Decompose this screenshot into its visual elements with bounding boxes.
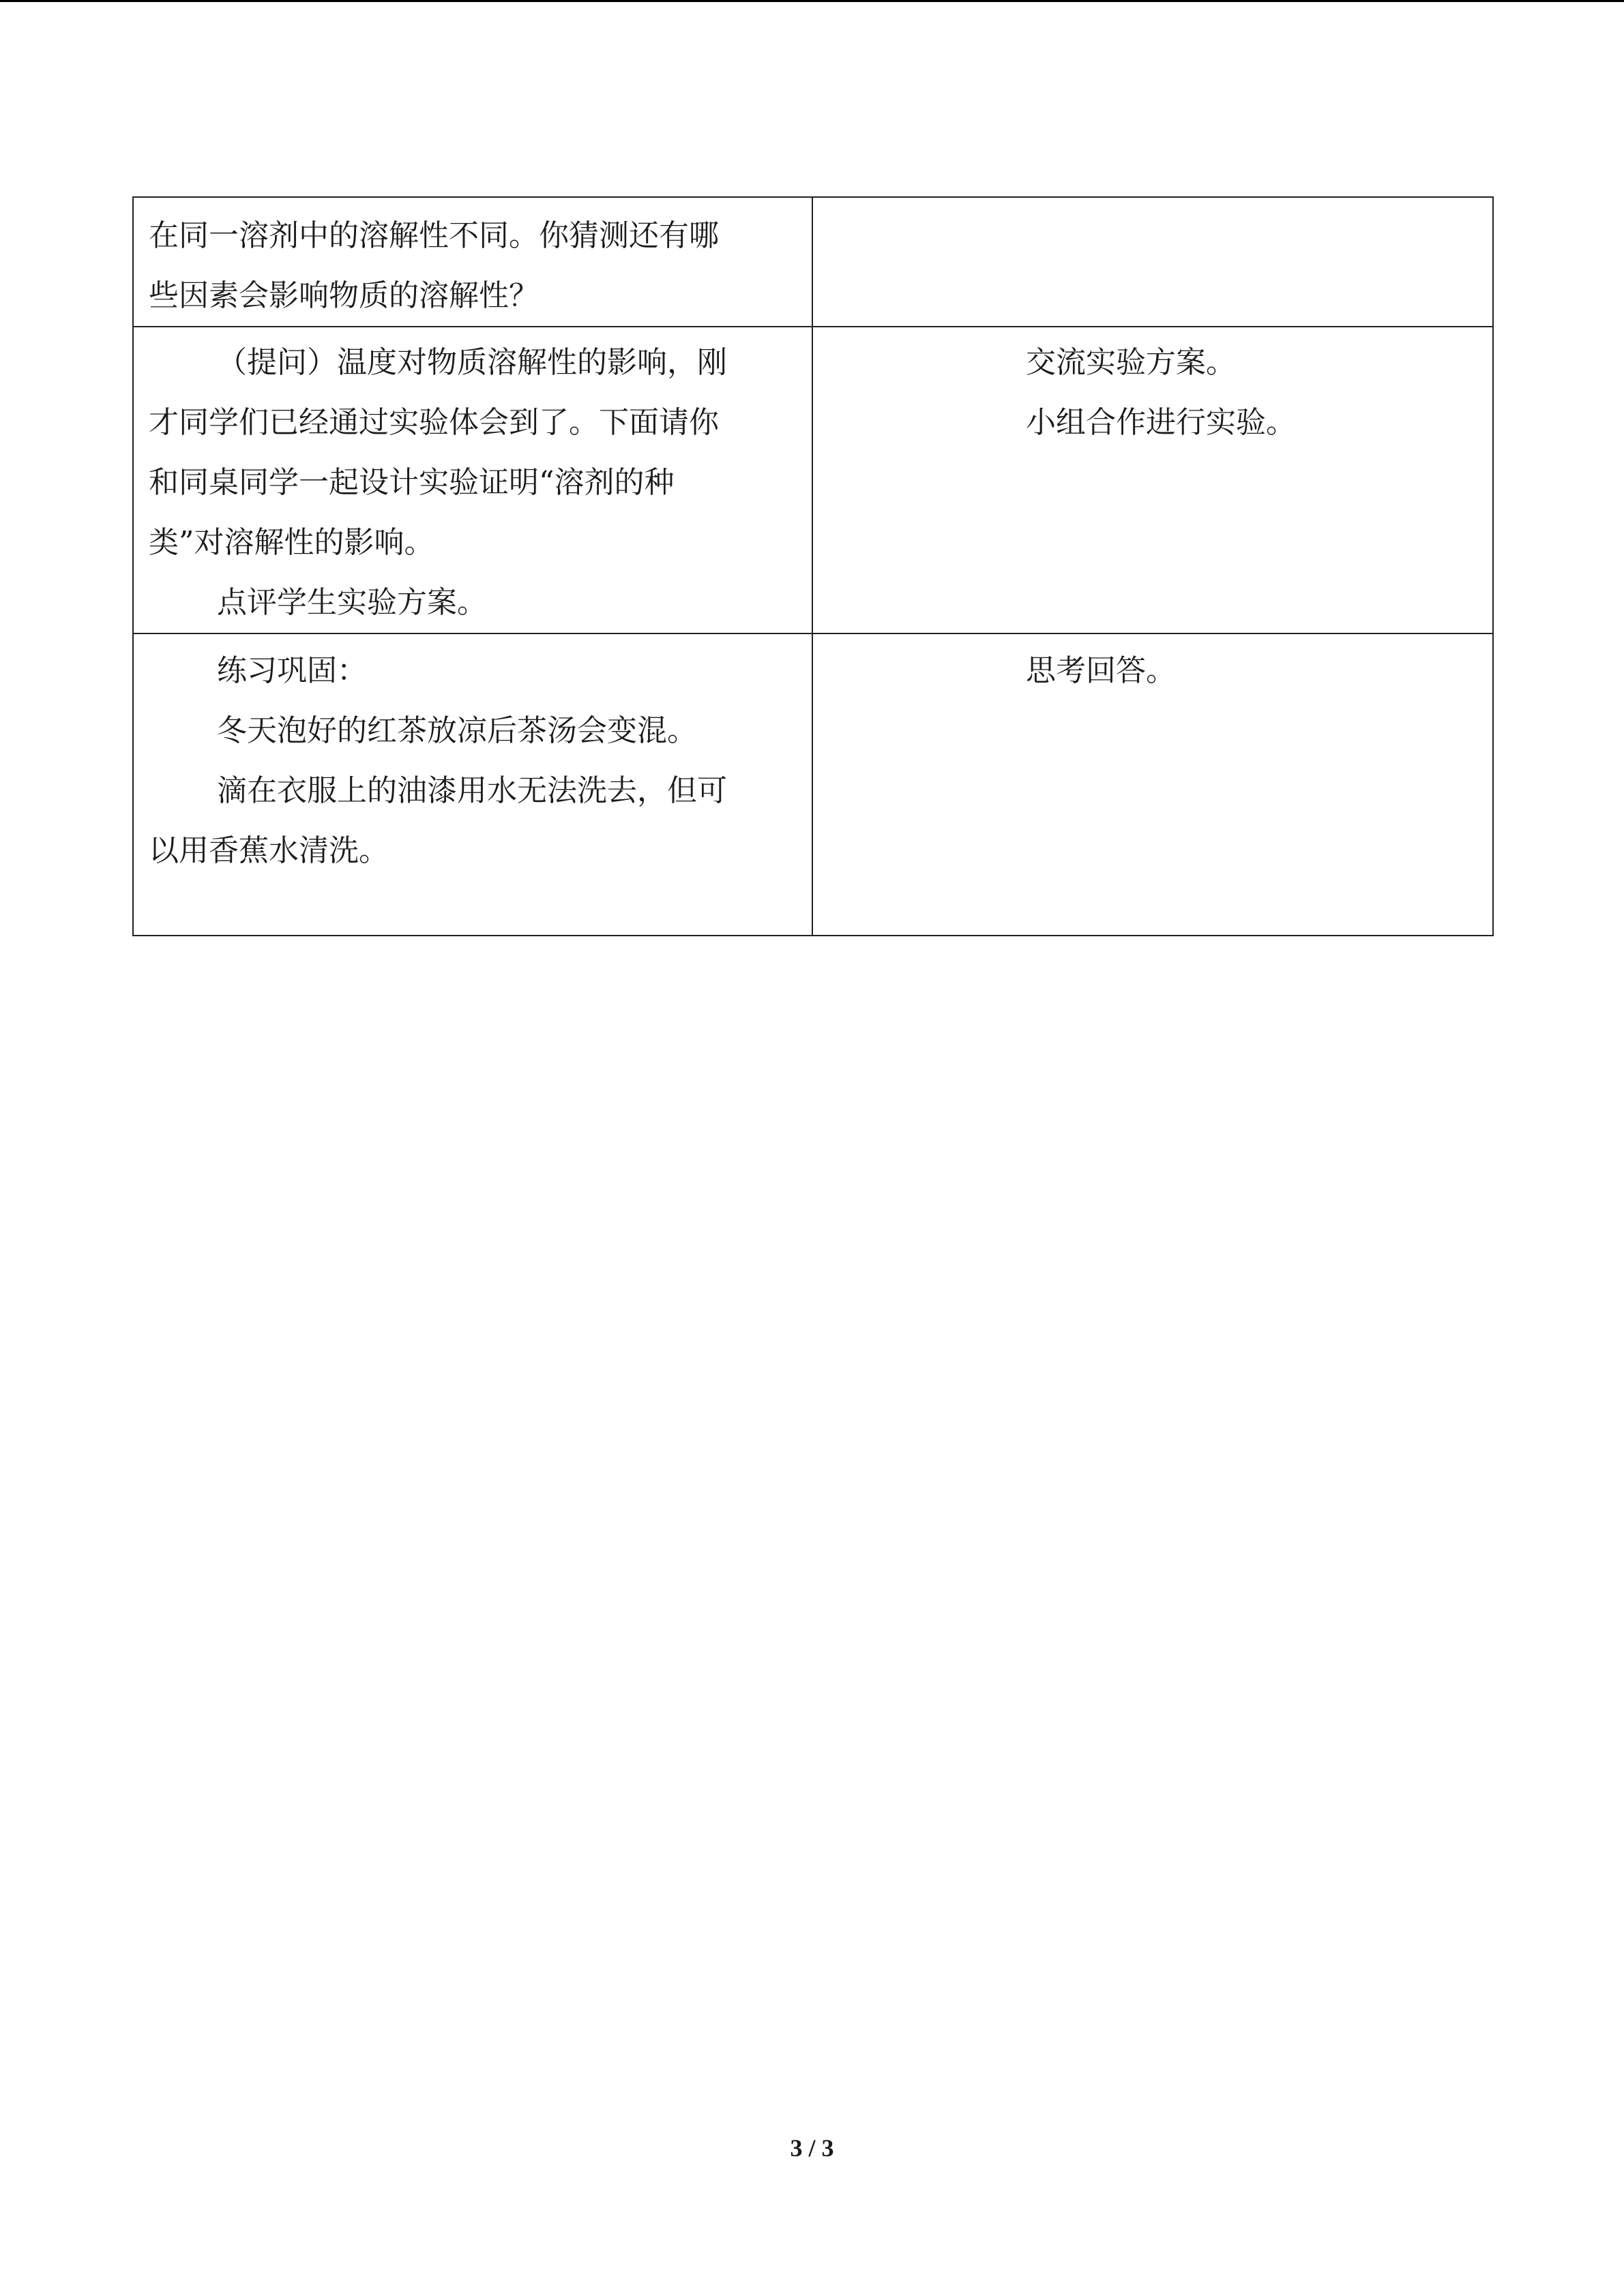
cell-text-line: 些因素会影响物质的溶解性？ [149, 278, 539, 313]
cell-text-line: 才同学们已经通过实验体会到了。下面请你 [149, 405, 719, 440]
teacher-activity-cell [133, 633, 812, 936]
cell-text-line: 和同桌同学一起设计实验证明“溶剂的种 [149, 465, 675, 500]
cell-text-line: 以用香蕉水清洗。 [149, 833, 389, 868]
cell-text-line: 思考回答。 [1026, 653, 1176, 688]
page-number: 3 / 3 [790, 2134, 834, 2162]
cell-text-line: 小组合作进行实验。 [1026, 405, 1296, 440]
teacher-activity-cell [133, 197, 812, 327]
student-activity-cell [812, 633, 1493, 936]
cell-text-line: 点评学生实验方案。 [217, 585, 487, 620]
table-row [133, 633, 1493, 936]
cell-text-line: 在同一溶剂中的溶解性不同。你猜测还有哪 [149, 218, 719, 253]
student-activity-cell [812, 197, 1493, 327]
cell-text-line: 类”对溶解性的影响。 [149, 525, 434, 560]
lesson-plan-table [132, 196, 1494, 936]
cell-text-line: 交流实验方案。 [1026, 345, 1236, 380]
teacher-activity-cell [133, 327, 812, 633]
table-row [133, 327, 1493, 633]
table-row [133, 197, 1493, 327]
cell-text-line: 冬天泡好的红茶放凉后茶汤会变混。 [217, 713, 697, 748]
cell-text-line: （提问）温度对物质溶解性的影响，刚 [217, 345, 727, 380]
top-border-rule [0, 0, 1624, 2]
cell-text-line: 练习巩固： [217, 653, 367, 688]
cell-text-line: 滴在衣服上的油漆用水无法洗去，但可 [217, 773, 727, 808]
student-activity-cell [812, 327, 1493, 633]
